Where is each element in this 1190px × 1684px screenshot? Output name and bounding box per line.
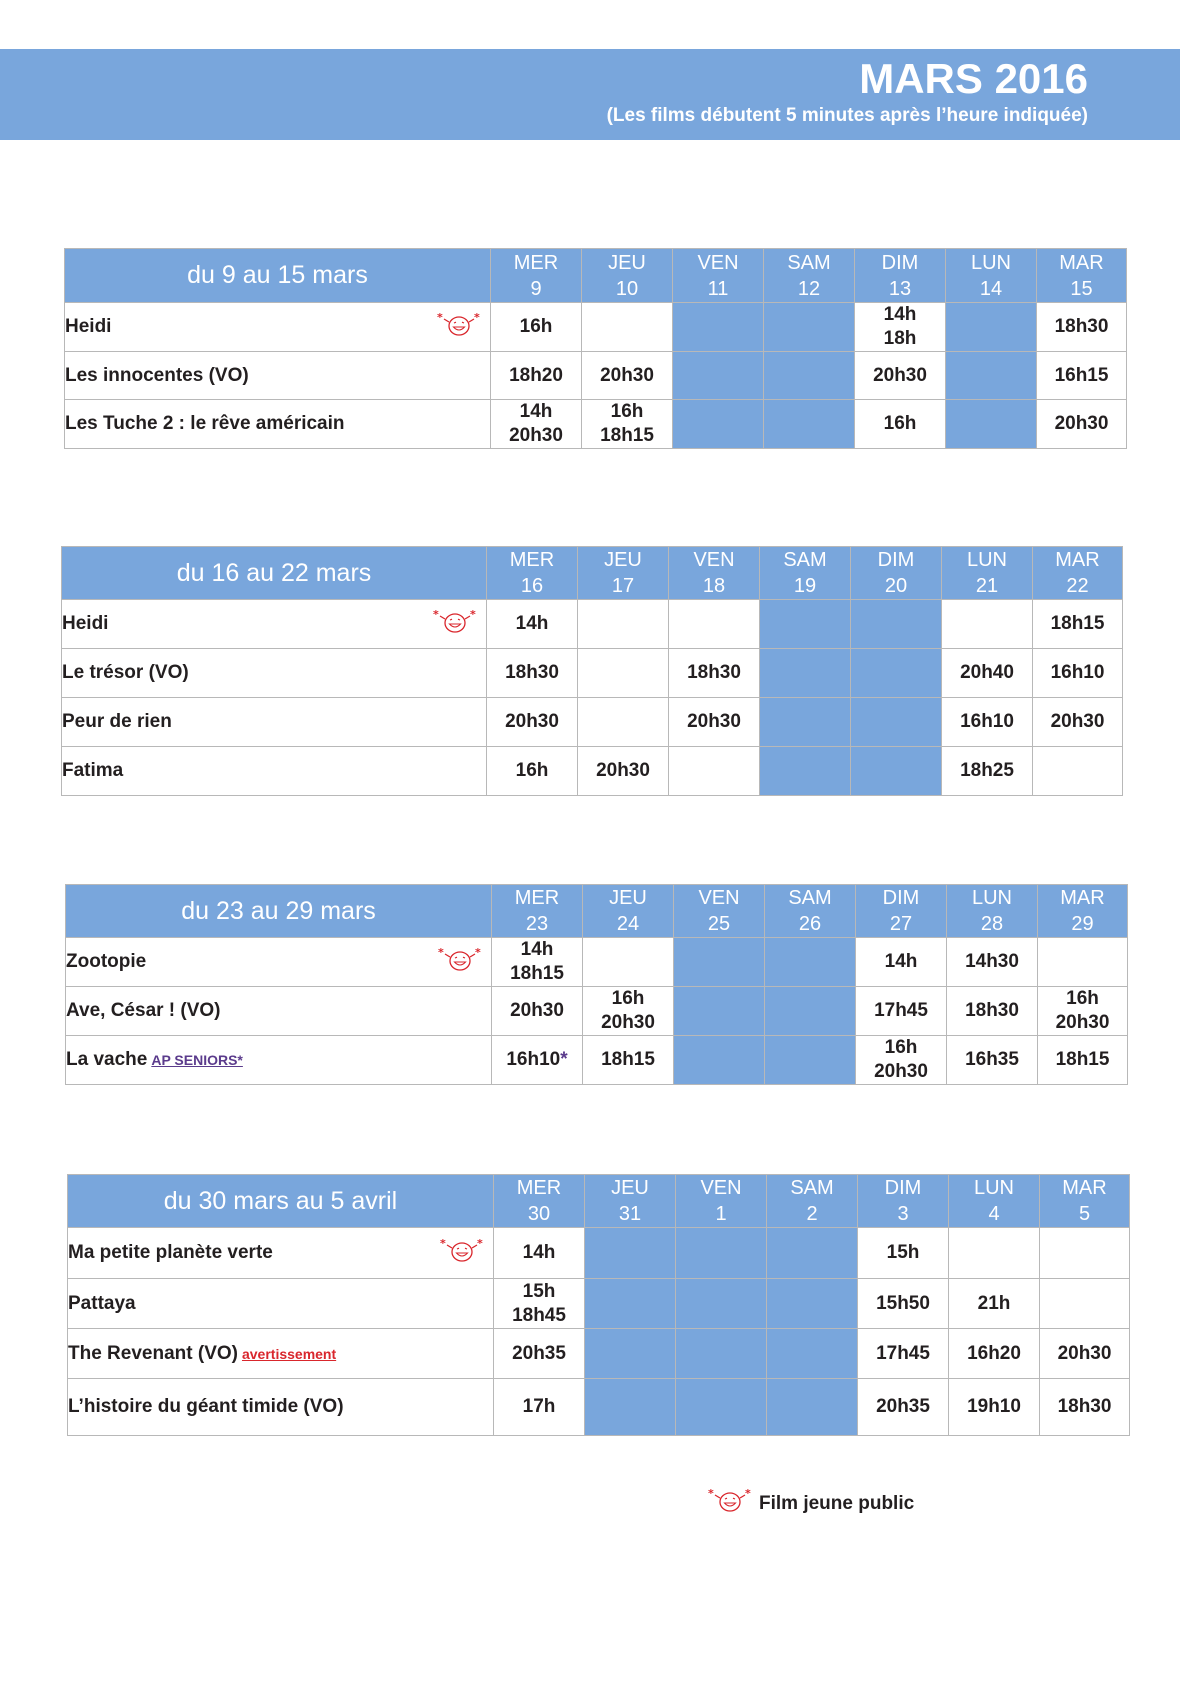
day-name: MER [513,251,559,274]
day-number: 23 [525,913,549,935]
day-name: JEU [608,251,646,274]
table-row [62,600,1123,649]
smiley-icon [437,946,483,978]
film-title: Peur de rien [62,711,172,732]
showtime-cell [1038,987,1128,1036]
showtime-cell [492,938,583,987]
day-name: LUN [971,887,1012,909]
week-schedule-table [64,248,1127,449]
showtime-cell: 18h30 [669,649,760,698]
day-name: MAR [1062,1177,1107,1199]
day-number: 31 [618,1203,642,1225]
film-title: La vache [66,1049,148,1070]
table-row [68,1228,1130,1279]
svg-text:*: * [470,608,476,621]
day-name: JEU [604,549,642,571]
week-schedule-table [61,546,1123,796]
day-name: SAM [783,549,827,571]
day-number: 20 [884,575,908,597]
film-title: Heidi [65,316,112,337]
table-row [62,649,1123,698]
showtime: 15h 18h45 [512,1280,566,1326]
showtime-cell [1033,747,1123,796]
closed-day-cell [767,1329,858,1379]
showtime-cell [1038,938,1128,987]
showtime-cell: 19h10 [949,1379,1040,1436]
svg-text:*: * [708,1487,714,1500]
closed-day-cell [676,1279,767,1329]
showtime-cell: 18h25 [942,747,1033,796]
day-name: MER [516,1177,562,1199]
film-title: Fatima [62,760,124,781]
closed-day-cell [764,352,855,400]
closed-day-cell [851,698,942,747]
showtime-cell [669,600,760,649]
ap-seniors-link[interactable]: AP SENIORS* [151,1052,243,1068]
day-header [947,885,1038,938]
film-title-cell [68,1228,494,1279]
avertissement-link[interactable]: avertissement [241,1345,337,1362]
film-title-cell [65,303,491,352]
table-row [65,352,1127,400]
closed-day-cell [760,698,851,747]
showtime-cell: 20h30 [1040,1329,1130,1379]
closed-day-cell [767,1228,858,1279]
day-name: DIM [882,887,920,909]
day-number: 9 [530,277,542,300]
table-row [65,400,1127,449]
day-number: 26 [798,913,822,935]
showtime-cell: 17h45 [858,1329,949,1379]
showtime-cell: 14h [494,1228,585,1279]
showtime-cell [494,1279,585,1329]
film-title: L’histoire du géant timide (VO) [68,1396,344,1417]
day-header [949,1175,1040,1228]
closed-day-cell [767,1379,858,1436]
day-header [1040,1175,1130,1228]
svg-text:*: * [440,1237,446,1250]
showtime-cell [582,400,673,449]
closed-day-cell [765,938,856,987]
showtime-cell: 20h30 [487,698,578,747]
showtime-cell: 20h30 [582,352,673,400]
film-title: Ave, César ! (VO) [66,1000,221,1021]
showtime-cell [583,938,674,987]
closed-day-cell [765,987,856,1036]
closed-day-cell [851,747,942,796]
showtime-cell: 16h15 [1037,352,1127,400]
day-number: 18 [702,575,726,597]
showtime: 14h 18h [883,304,917,349]
closed-day-cell [673,400,764,449]
film-title-cell [62,649,487,698]
showtime-cell: 20h30 [492,987,583,1036]
showtime-cell: 18h20 [491,352,582,400]
showtime-cell: 18h15 [1033,600,1123,649]
day-number: 4 [988,1203,1000,1225]
day-header [1033,547,1123,600]
svg-text:*: * [438,946,444,959]
closed-day-cell [674,1036,765,1085]
closed-day-cell [585,1329,676,1379]
day-number: 5 [1078,1203,1091,1225]
showtime-cell: 18h15 [1038,1036,1128,1085]
showtime-cell: 18h30 [487,649,578,698]
smiley-icon [439,1237,485,1269]
day-header [494,1175,585,1228]
smiley-icon [707,1487,753,1521]
closed-day-cell [674,987,765,1036]
table-row [68,1379,1130,1436]
page-subtitle: (Les films débutent 5 minutes après l’heure indiquée) [606,105,1088,126]
day-header [487,547,578,600]
day-name: VEN [693,549,735,571]
day-number: 24 [616,913,640,935]
day-name: MER [514,887,560,909]
day-name: JEU [609,887,647,909]
showtime-cell: 20h30 [1037,400,1127,449]
film-title: Zootopie [66,951,147,972]
legend [707,1487,914,1521]
day-name: MER [509,549,555,571]
showtime-cell [669,747,760,796]
day-header [767,1175,858,1228]
day-name: VEN [697,251,739,274]
film-title-cell [68,1379,494,1436]
showtime-cell [1040,1279,1130,1329]
table-row [65,303,1127,352]
day-header [1037,249,1127,303]
closed-day-cell [851,600,942,649]
day-name: LUN [966,549,1007,571]
showtime-cell: 20h30 [669,698,760,747]
closed-day-cell [585,1379,676,1436]
svg-text:*: * [745,1487,751,1500]
day-header [851,547,942,600]
day-header [855,249,946,303]
day-number: 28 [980,913,1004,935]
day-number: 29 [1071,913,1094,935]
day-number: 11 [707,277,729,300]
showtime-cell: 20h30 [855,352,946,400]
film-title: Les Tuche 2 : le rêve américain [65,413,345,434]
showtime-cell: 16h [855,400,946,449]
closed-day-cell [851,649,942,698]
showtime-cell [578,698,669,747]
showtime: 14h 18h15 [510,939,564,984]
day-number: 17 [611,575,635,597]
day-header [760,547,851,600]
day-name: VEN [698,887,740,909]
day-header [946,249,1037,303]
showtime-cell: 14h30 [947,938,1038,987]
showtime-cell: 15h50 [858,1279,949,1329]
showtime-cell: 14h [487,600,578,649]
day-header [492,885,583,938]
day-name: JEU [611,1177,649,1199]
film-title: Pattaya [68,1292,136,1314]
showtime-cell [1040,1228,1130,1279]
closed-day-cell [676,1379,767,1436]
smiley-icon [436,311,482,343]
day-number: 15 [1070,277,1093,300]
closed-day-cell [673,303,764,352]
closed-day-cell [764,400,855,449]
showtime-cell: 21h [949,1279,1040,1329]
closed-day-cell [946,400,1037,449]
closed-day-cell [765,1036,856,1085]
day-number: 12 [797,277,821,300]
svg-text:*: * [474,311,480,324]
table-row [66,987,1128,1036]
day-name: DIM [884,1177,922,1199]
film-title-cell [65,352,491,400]
day-number: 3 [897,1203,909,1225]
closed-day-cell [760,600,851,649]
showtime-cell: 17h45 [856,987,947,1036]
day-header [856,885,947,938]
day-number: 27 [889,913,913,935]
svg-text:*: * [433,608,439,621]
showtime-cell: 17h [494,1379,585,1436]
closed-day-cell [946,352,1037,400]
day-number: 30 [527,1203,551,1225]
day-header [583,885,674,938]
closed-day-cell [760,649,851,698]
table-row [66,1036,1128,1085]
closed-day-cell [674,938,765,987]
film-title-cell [62,600,487,649]
showtime-cell [949,1228,1040,1279]
film-title-cell [62,698,487,747]
day-number: 1 [715,1203,727,1225]
day-header [858,1175,949,1228]
showtime-cell: 18h30 [1037,303,1127,352]
showtime-cell: 14h [856,938,947,987]
day-number: 21 [975,575,999,597]
showtime-cell: 16h [487,747,578,796]
closed-day-cell [585,1279,676,1329]
legend-label: Film jeune public [759,1493,915,1514]
day-name: SAM [787,251,831,274]
closed-day-cell [760,747,851,796]
closed-day-cell [764,303,855,352]
film-title: The Revenant (VO) [68,1342,238,1364]
day-header [674,885,765,938]
showtime-cell: 20h35 [858,1379,949,1436]
film-title-cell [68,1279,494,1329]
film-title-cell [66,1036,492,1085]
showtime-cell: 20h35 [494,1329,585,1379]
day-name: SAM [790,1177,834,1199]
showtime: 14h 20h30 [509,401,563,446]
showtime-cell: 18h30 [1040,1379,1130,1436]
showtime-cell [582,303,673,352]
day-name: VEN [700,1177,742,1199]
svg-text:*: * [475,946,481,959]
day-number: 2 [806,1203,818,1225]
svg-text:*: * [477,1237,483,1250]
film-title: Les innocentes (VO) [65,364,249,386]
table-row [66,938,1128,987]
film-title-cell [66,987,492,1036]
closed-day-cell [673,352,764,400]
film-title: Ma petite planète verte [68,1242,273,1263]
showtime-cell [942,600,1033,649]
showtime-cell: 16h35 [947,1036,1038,1085]
week-title: du 30 mars au 5 avril [68,1175,494,1228]
showtime-cell [578,600,669,649]
day-header [676,1175,767,1228]
day-header [491,249,582,303]
showtime: 16h 18h15 [600,401,654,446]
header-banner [0,49,1180,140]
day-name: LUN [970,251,1011,274]
table-row [62,747,1123,796]
smiley-icon [432,608,478,640]
film-title: Heidi [62,613,109,634]
day-header [578,547,669,600]
film-title: Le trésor (VO) [62,662,189,683]
showtime: 16h10 [506,1049,561,1070]
day-header [942,547,1033,600]
showtime-cell: 16h20 [949,1329,1040,1379]
day-header [585,1175,676,1228]
page-title: MARS 2016 [859,55,1088,102]
table-row [68,1329,1130,1379]
closed-day-cell [585,1228,676,1279]
svg-text:*: * [437,311,443,324]
showtime: 16h 20h30 [874,1037,928,1082]
showtime-cell [578,649,669,698]
film-title-cell [66,938,492,987]
showtime-cell [855,303,946,352]
day-number: 14 [979,277,1003,300]
day-header [765,885,856,938]
day-number: 25 [707,913,731,935]
day-header [764,249,855,303]
week-title: du 9 au 15 mars [65,249,491,303]
day-name: DIM [877,549,915,571]
showtime-cell [856,1036,947,1085]
showtime-cell: 18h15 [583,1036,674,1085]
showtime-cell [583,987,674,1036]
day-number: 13 [888,277,912,300]
table-row [68,1279,1130,1329]
table-row [62,698,1123,747]
film-title-cell [62,747,487,796]
day-number: 10 [615,277,639,300]
showtime: 16h 20h30 [601,988,655,1033]
day-name: MAR [1059,251,1104,274]
week-schedule-table [67,1174,1130,1436]
closed-day-cell [767,1279,858,1329]
day-header [673,249,764,303]
closed-day-cell [676,1228,767,1279]
showtime-cell [492,1036,583,1085]
film-title-cell [68,1329,494,1379]
day-header [582,249,673,303]
showtime-cell: 16h [491,303,582,352]
showtime-cell [491,400,582,449]
showtime: 16h 20h30 [1055,988,1110,1033]
day-header [1038,885,1128,938]
showtime-cell: 16h10 [1033,649,1123,698]
day-name: SAM [788,887,832,909]
showtime-cell: 15h [858,1228,949,1279]
showtime-cell: 20h30 [578,747,669,796]
closed-day-cell [946,303,1037,352]
day-name: MAR [1060,887,1105,909]
day-number: 19 [793,575,817,597]
week-title: du 23 au 29 mars [66,885,492,938]
showtime-cell: 16h10 [942,698,1033,747]
showtime-cell: 18h30 [947,987,1038,1036]
showtime-cell: 20h30 [1033,698,1123,747]
day-number: 22 [1066,575,1089,597]
film-title-cell [65,400,491,449]
week-schedule-table [65,884,1128,1085]
day-number: 16 [520,575,544,597]
day-name: MAR [1055,549,1100,571]
showtime-cell: 20h40 [942,649,1033,698]
day-name: DIM [881,251,919,274]
closed-day-cell [676,1329,767,1379]
day-header [669,547,760,600]
asterisk-mark: * [560,1049,568,1070]
week-title: du 16 au 22 mars [62,547,487,600]
day-name: LUN [973,1177,1014,1199]
